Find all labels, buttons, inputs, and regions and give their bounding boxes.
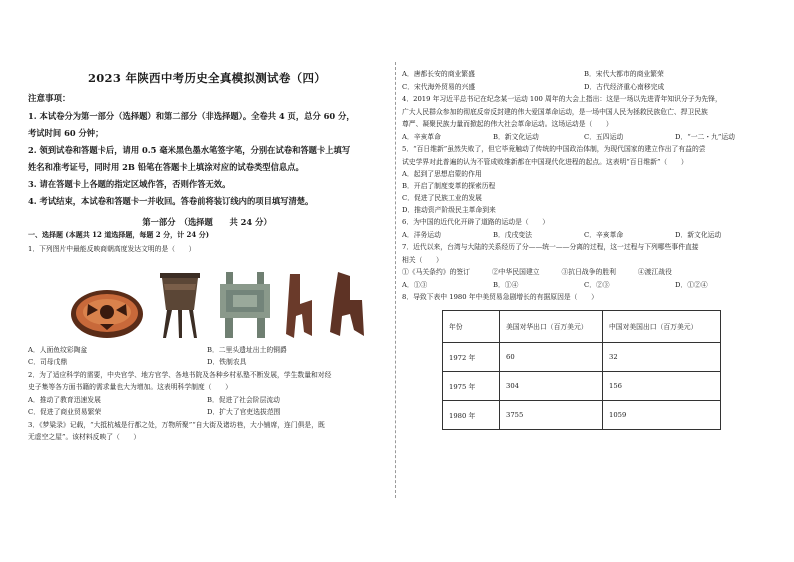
q1-stem: 1．下列图片中最能反映商朝高度发达文明的是（ ） (28, 245, 196, 253)
table-cell: 1059 (603, 400, 721, 429)
option-a: A．洋务运动 (402, 230, 441, 239)
page-title: 2023 年陕西中考历史全真模拟测试卷（四） (87, 71, 327, 85)
q7-item: ③抗日战争的胜利 (561, 268, 616, 276)
table-cell: 1980 年 (443, 400, 500, 429)
column-divider (395, 62, 396, 498)
table-row (443, 342, 721, 371)
left-column (28, 60, 386, 444)
note-line: 3. 请在答题卡上各题的指定区域作答，否则作答无效。 (28, 179, 231, 189)
q4-stem-line: 广大人民群众参加的彻底反帝反封建的伟大爱国革命运动，是一场中国人民为拯救民族危亡、捍卫民族 (402, 107, 708, 116)
option-a: A．推动了教育迅速发展 (28, 395, 101, 404)
bronze-jue-image (154, 270, 206, 340)
note-line: 考试时间 60 分钟； (28, 128, 104, 138)
q4-options (402, 131, 766, 144)
trade-table (442, 310, 721, 430)
q5-stem-line: 5．“百日维新”虽然失败了，但它毕竟触动了传统的中国政治体制，为现代国家的建立作出了有益的尝 (402, 145, 706, 153)
option-c: C．司母戊鼎 (28, 358, 68, 366)
iron-tool-image (284, 270, 318, 340)
option-d: D．“一二・九”运动 (675, 132, 735, 141)
option-c: C．宋代海外贸易的兴盛 (402, 82, 476, 91)
q7-stem-line: 相关（ ） (402, 255, 443, 264)
table-row (443, 371, 721, 400)
option-b: B．二里头遗址出土的铜爵 (207, 345, 287, 354)
q3-stem-line: 无虚空之屋”。该材料反映了（ ） (28, 433, 141, 441)
section-heading: 一、选择题 (本题共 12 道选择题，每题 2 分，计 24 分) (28, 230, 210, 239)
option-d: D．推动资产阶级民主革命到来 (402, 206, 496, 214)
table-header-row (443, 310, 721, 342)
simuwu-ding-image (216, 270, 274, 340)
option-a: A．①③ (402, 280, 428, 289)
option-d: D．新文化运动 (675, 230, 722, 239)
option-d: D．①②④ (675, 280, 708, 289)
q5-stem-line: 试史学界对此普遍的认为不管成败维新都在中国现代化进程的起点。这表明“百日维新”（ ） (402, 157, 688, 166)
option-a: A．起到了思想启蒙的作用 (402, 170, 482, 178)
table-cell: 60 (500, 342, 603, 371)
q2-options (28, 394, 386, 419)
note-line: 4. 考试结束，本试卷和答题卡一并收回。答卷前将装订线内的项目填写清楚。 (28, 196, 314, 206)
option-a: A．人面鱼纹彩陶盆 (28, 345, 88, 354)
note-line: 1. 本试卷分为第一部分（选择题）和第二部分（非选择题）。全卷共 4 页，总分 60 分， (28, 111, 355, 121)
option-b: B．新文化运动 (493, 132, 539, 141)
note-line: 2. 领到试卷和答题卡后，请用 0.5 毫米黑色墨水笔签字笔，分别在试卷和答题卡上填写 (28, 145, 351, 155)
table-cell: 1972 年 (443, 342, 500, 371)
iron-tool-image (328, 270, 366, 340)
table-cell: 32 (603, 342, 721, 371)
q3-stem-line: 3．《梦粱录》记载，“大抵杭城是行都之处，万物所聚”“自大街及诸坊巷，大小铺席，连门俱是，既 (28, 420, 325, 429)
option-c: C．五四运动 (584, 132, 624, 141)
option-d: D．古代经济重心南移完成 (584, 82, 665, 91)
q6-stem: 6．为中国的近代化开辟了道路的运动是（ ） (402, 218, 550, 226)
option-a: A．唐都长安的商业繁盛 (402, 70, 475, 78)
right-column (402, 68, 766, 430)
part1-heading: 第一部分 （选择题 共 24 分） (142, 217, 272, 227)
option-b: B．①④ (493, 280, 519, 289)
option-d: D．铁制农具 (207, 358, 247, 366)
q7-items (402, 266, 766, 279)
option-c: C．促进了民族工业的发展 (402, 194, 482, 202)
option-c: C．辛亥革命 (584, 230, 624, 239)
q1-options (28, 344, 386, 369)
q7-options (402, 279, 766, 292)
option-b: B．宋代大都市的商业繁荣 (584, 70, 664, 78)
table-row (443, 400, 721, 429)
q4-stem-line: 尊严、凝聚民族力量而掀起的伟大社会革命运动。这场运动是（ ） (402, 120, 613, 128)
option-a: A．辛亥革命 (402, 132, 441, 141)
q7-item: ④渡江战役 (637, 268, 672, 276)
table-header: 年份 (443, 310, 500, 342)
notes-heading: 注意事项： (28, 94, 71, 104)
table-cell: 1975 年 (443, 371, 500, 400)
q7-stem-line: 7．近代以来，台湾与大陆的关系经历了分——统一——分离的过程，这一过程与下列哪些事件直接 (402, 243, 699, 251)
option-b: B．开启了制度变革的探索历程 (402, 182, 496, 190)
note-line: 姓名和准考证号，同时用 2B 铅笔在答题卡上填涂对应的试卷类型信息点。 (28, 162, 304, 172)
q7-item: ②中华民国建立 (491, 268, 540, 276)
q2-stem-line: 史子集等各方面书籍的需求量也大为增加。这表明科学制度（ ） (28, 383, 232, 391)
table-cell: 304 (500, 371, 603, 400)
q1-artifact-images (70, 262, 386, 340)
table-header: 中国对美国出口（百万美元） (603, 310, 721, 342)
table-cell: 3755 (500, 400, 603, 429)
option-d: D．扩大了官吏选拔范围 (207, 408, 281, 416)
option-b: B．促进了社会阶层流动 (207, 395, 280, 404)
q7-item: ①《马关条约》的签订 (402, 268, 470, 276)
q2-stem-line: 2．为了适应科学的需要，中央官学、地方官学、各地书院及各种乡村私塾不断发展，学生数量和对经 (28, 370, 332, 379)
q8-stem: 8．导致下表中 1980 年中美贸易急剧增长的有据原因是（ ） (402, 293, 598, 301)
option-b: B．戊戌变法 (493, 230, 532, 239)
option-c: C．②③ (584, 280, 610, 289)
table-header: 美国对华出口（百万美元） (500, 310, 603, 342)
table-cell: 156 (603, 371, 721, 400)
q4-stem-line: 4．2019 年习近平总书记在纪念某一运动 100 周年的大会上指出：这是一场以先进青年知识分子为先锋， (402, 95, 722, 103)
pottery-basin-image (70, 288, 144, 340)
option-c: C．促进了商业贸易繁荣 (28, 408, 102, 416)
q3-options (402, 68, 766, 93)
q6-options (402, 229, 766, 242)
